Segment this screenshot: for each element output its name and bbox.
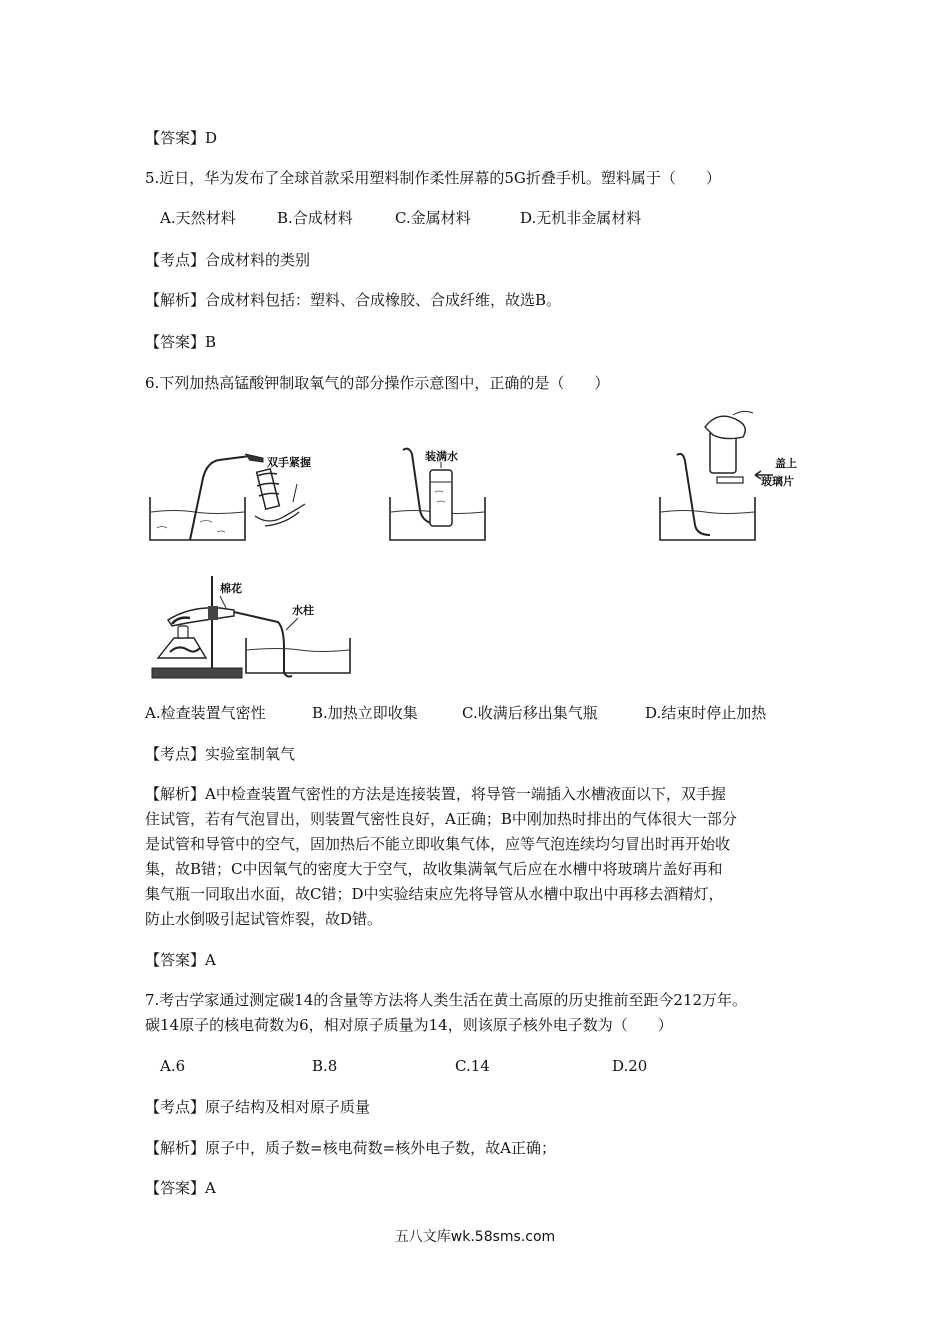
q5-option-d: D.无机非金属材料: [520, 209, 642, 227]
q6-analysis-line: 【解析】A中检查装置气密性的方法是连接装置，将导管一端插入水槽液面以下，双手握: [145, 785, 726, 803]
q6-analysis-line: 集气瓶一同取出水面，故C错；D中实验结束应先将导管从水槽中取出中再移去酒精灯，: [145, 885, 724, 903]
q6-answer: 【答案】A: [145, 951, 216, 969]
q5-point: 【考点】合成材料的类别: [145, 251, 311, 269]
figure-b-collect-immediately: [385, 440, 515, 550]
q6-analysis-line: 防止水倒吸引起试管炸裂，故D错。: [145, 910, 383, 928]
q7-option-c: C.14: [455, 1057, 490, 1075]
q4-answer: 【答案】D: [145, 129, 218, 147]
q7-option-a: A.6: [160, 1057, 186, 1075]
q6-stem: 6.下列加热高锰酸钾制取氧气的部分操作示意图中，正确的是（ ）: [145, 374, 610, 392]
figure-b-label: 装满水: [425, 450, 458, 463]
q6-analysis-line: 是试管和导管中的空气，固加热后不能立即收集气体，应等气泡连续均匀冒出时再开始收: [145, 835, 731, 853]
q5-option-c: C.金属材料: [395, 209, 471, 227]
q5-stem: 5.近日，华为发布了全球首款采用塑料制作柔性屏幕的5G折叠手机。塑料属于（ ）: [145, 169, 721, 187]
q7-option-d: D.20: [612, 1057, 648, 1075]
figure-d-label-1: 棉花: [220, 582, 242, 595]
q7-stem-line: 碳14原子的核电荷数为6，相对原子质量为14，则该原子核外电子数为（ ）: [145, 1016, 673, 1034]
q7-stem-line: 7.考古学家通过测定碳14的含量等方法将人类生活在黄土高原的历史推前至距今212万年。: [145, 991, 748, 1009]
q6-point: 【考点】实验室制氧气: [145, 745, 296, 763]
figure-d-stop-heating: [150, 568, 370, 683]
q7-option-b: B.8: [312, 1057, 338, 1075]
q6-analysis: [145, 782, 810, 932]
q6-option-a: A.检查装置气密性: [145, 704, 266, 722]
q7-stem: [145, 988, 810, 1038]
figure-c-label-1: 盖上: [775, 457, 797, 470]
figure-a-label: 双手紧握: [267, 456, 311, 469]
figure-a-airtightness-check: [145, 440, 345, 550]
q7-point: 【考点】原子结构及相对原子质量: [145, 1098, 371, 1116]
q5-answer: 【答案】B: [145, 333, 217, 351]
figure-c-remove-bottle: [655, 405, 825, 550]
q7-analysis: 【解析】原子中，质子数=核电荷数=核外电子数，故A正确；: [145, 1139, 556, 1157]
q6-analysis-line: 住试管，若有气泡冒出，则装置气密性良好，A正确；B中刚加热时排出的气体很大一部分: [145, 810, 737, 828]
q5-analysis: 【解析】合成材料包括：塑料、合成橡胶、合成纤维，故选B。: [145, 291, 562, 309]
q6-analysis-line: 集，故B错；C中因氧气的密度大于空气，故收集满氧气后应在水槽中将玻璃片盖好再和: [145, 860, 723, 878]
q6-option-d: D.结束时停止加热: [645, 704, 767, 722]
q6-option-c: C.收满后移出集气瓶: [462, 704, 598, 722]
footer-watermark: 五八文库wk.58sms.com: [394, 1229, 556, 1245]
figure-c-label-2: 玻璃片: [761, 475, 794, 488]
figure-d-label-2: 水柱: [292, 604, 314, 617]
q5-option-b: B.合成材料: [277, 209, 353, 227]
q6-option-b: B.加热立即收集: [312, 704, 418, 722]
q7-answer: 【答案】A: [145, 1179, 216, 1197]
q5-option-a: A.天然材料: [160, 209, 236, 227]
